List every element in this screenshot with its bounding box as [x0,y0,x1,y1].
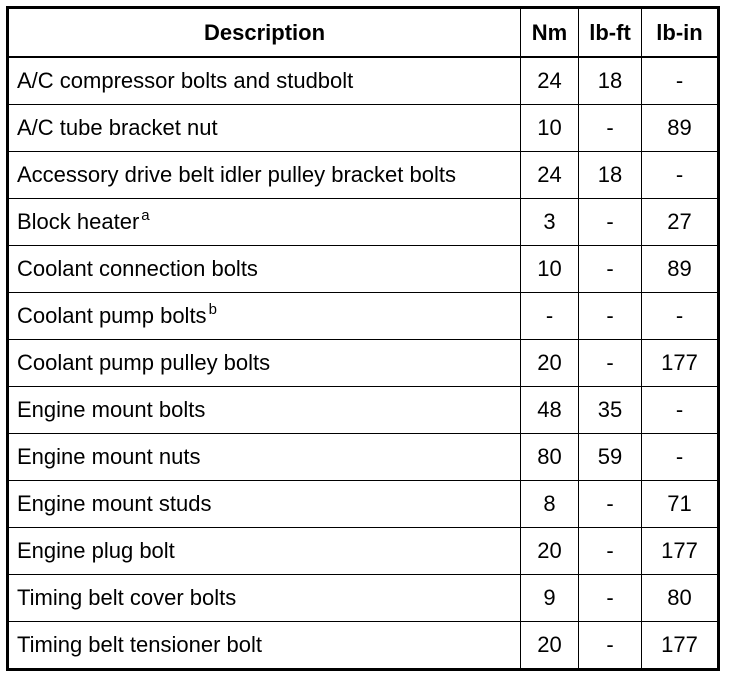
table-row [8,57,719,105]
table-row [8,199,719,246]
cell-description [8,387,521,434]
cell-nm: 80 [521,434,579,481]
cell-lb-ft: - [579,105,642,152]
cell-lb-in: 177 [642,622,719,670]
cell-lb-in: 177 [642,340,719,387]
cell-description [8,575,521,622]
table-row [8,575,719,622]
description-text: A/C tube bracket nut [17,115,218,140]
description-text: A/C compressor bolts and studbolt [17,68,354,93]
cell-lb-ft: - [579,481,642,528]
description-text: Block heater [17,209,140,234]
table-row [8,481,719,528]
description-text: Engine mount bolts [17,397,206,422]
table-row [8,152,719,199]
footnote-marker: a [141,207,150,224]
cell-lb-ft: - [579,246,642,293]
table-row [8,622,719,670]
column-header-lb-in: lb-in [642,8,719,58]
cell-description [8,293,521,340]
description-text: Engine mount nuts [17,444,201,469]
cell-lb-ft: 18 [579,152,642,199]
cell-nm: 24 [521,57,579,105]
footnote-marker: b [208,301,217,318]
description-text: Coolant connection bolts [17,256,258,281]
table-row [8,105,719,152]
column-header-description: Description [8,8,521,58]
cell-lb-in: - [642,387,719,434]
cell-nm: 8 [521,481,579,528]
cell-nm: - [521,293,579,340]
cell-lb-in: - [642,57,719,105]
torque-specification-table [6,6,720,671]
table-row [8,246,719,293]
cell-description [8,528,521,575]
cell-lb-ft: 35 [579,387,642,434]
cell-lb-in: - [642,434,719,481]
description-text: Coolant pump bolts [17,303,207,328]
description-text: Timing belt tensioner bolt [17,632,262,657]
cell-lb-in: - [642,293,719,340]
table-row [8,293,719,340]
cell-nm: 3 [521,199,579,246]
column-header-lb-ft: lb-ft [579,8,642,58]
cell-nm: 24 [521,152,579,199]
cell-lb-ft: - [579,199,642,246]
description-text: Engine plug bolt [17,538,175,563]
cell-description [8,199,521,246]
description-text: Timing belt cover bolts [17,585,237,610]
description-text: Accessory drive belt idler pulley bracket bolts [17,162,456,187]
cell-lb-in: 89 [642,105,719,152]
cell-description [8,340,521,387]
cell-lb-ft: - [579,575,642,622]
cell-nm: 10 [521,246,579,293]
cell-nm: 20 [521,340,579,387]
description-text: Engine mount studs [17,491,212,516]
cell-description [8,246,521,293]
cell-lb-ft: 59 [579,434,642,481]
cell-nm: 20 [521,622,579,670]
cell-nm: 10 [521,105,579,152]
cell-nm: 48 [521,387,579,434]
cell-description [8,57,521,105]
cell-description [8,481,521,528]
cell-lb-in: 177 [642,528,719,575]
cell-description [8,434,521,481]
cell-description [8,105,521,152]
table-row [8,340,719,387]
cell-nm: 20 [521,528,579,575]
cell-lb-in: 89 [642,246,719,293]
table-header-row [8,8,719,58]
cell-lb-ft: - [579,622,642,670]
column-header-nm: Nm [521,8,579,58]
cell-nm: 9 [521,575,579,622]
table-row [8,387,719,434]
cell-lb-in: - [642,152,719,199]
cell-lb-ft: - [579,293,642,340]
cell-lb-ft: 18 [579,57,642,105]
cell-lb-ft: - [579,528,642,575]
description-text: Coolant pump pulley bolts [17,350,271,375]
cell-description [8,622,521,670]
cell-lb-in: 27 [642,199,719,246]
table-row [8,434,719,481]
cell-lb-in: 80 [642,575,719,622]
cell-lb-ft: - [579,340,642,387]
cell-description [8,152,521,199]
table-body [8,57,719,670]
table-row [8,528,719,575]
cell-lb-in: 71 [642,481,719,528]
